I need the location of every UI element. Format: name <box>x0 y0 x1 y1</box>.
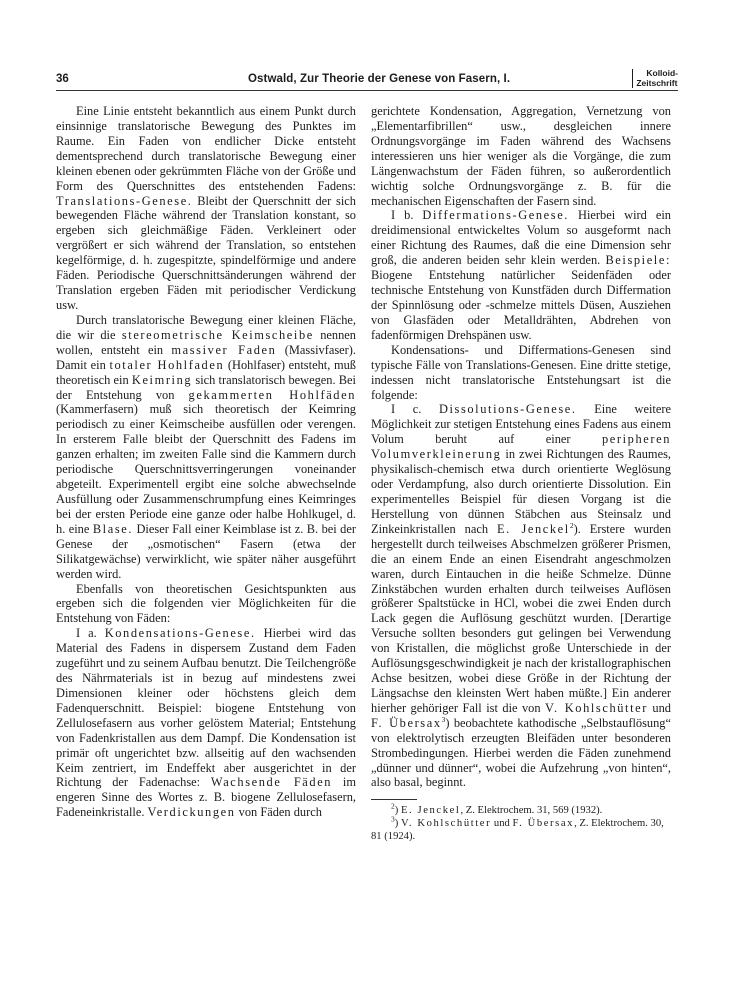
spaced-term: Differmations-Genese. <box>422 208 569 223</box>
spaced-term: Keimring <box>131 372 193 387</box>
spaced-term: Translations-Genese. <box>56 193 193 208</box>
paragraph <box>371 208 671 342</box>
text: von Fäden durch <box>235 805 322 820</box>
author-name: F. Übersax <box>371 715 442 730</box>
text: und <box>491 818 513 829</box>
footnote-mark: 3 <box>391 814 395 824</box>
text: Hierbei wird das Material des Fadens in dispersem Zustand dem Faden zugeführt und zu seinem Aufbau benutzt. Die Teilchengröße des Nährmaterials ist in bezug auf mindestens zwei Dimensionen kleiner oder höchstens gleich dem Fadenquerschnitt. Beispiel: biogene Entstehung von Zellulosefasern aus vorher gelöstem Material; Entstehung von Fadenkristallen aus dem Dampf. Die Kondensation ist primär oft ungerichtet bzw. allseitig auf den wachsenden Keim zentriert, im Endeffekt aber ausgerichtet in der Richtung der Fadenachse: <box>56 626 356 790</box>
text: (Kammerfasern) muß sich theoretisch der Keimring periodisch zu einer Keimscheibe ausfüllen oder verengen. In ersterem Falle bleibt der Querschnitt des Fadens im ganzen erhalten; im zweiten Falle sind die Kammern durch periodische Querschnittsverringerungen voneinander abgeteilt. Experimentell ergibt eine solche abwechselnde Ausfüllung oder Zusammenschrumpfung eines Keimringes bei der ersten Periode eine ganze oder halbe Hohlkugel, d. h. eine <box>56 402 356 536</box>
text: (Massivfaser). Damit ein <box>56 342 356 372</box>
citation: , Z. Elektrochem. 30, 81 (1924). <box>371 818 664 842</box>
text: ) beobachtete kathodische „Selbstauflösung“ von elektrolytisch erzeugten Bleifäden unter besonderen Strombedingungen. Hierbei werden die Fäden zunehmend „dünner und dünner“, wobei die Aufzehrung „von hinten“, also basal, beginnt. <box>371 715 671 790</box>
text: (Hohlfaser) entsteht, muß theoretisch ein <box>56 357 356 387</box>
paragraph: Kondensations- und Differmations-Genesen sind typische Fälle von Translations-Genesen. Eine dritte stetige, indessen nicht translatorische Entstehungsart ist die folgende: <box>371 342 671 402</box>
footnote-ref: 3 <box>441 714 446 724</box>
text: Biogene Entstehung natürlicher Seidenfäden oder technische Entstehung von Kunstfäden durch Differmation der Spinnlösung oder -schmelze mittels Düsen, Ausziehen von Glasfäden oder Metalldrähten, Abdrehen von fadenförmigen Drehspänen usw. <box>371 268 671 342</box>
paragraph: Ebenfalls von theoretischen Gesichtspunkten aus ergeben sich die folgenden vier Möglichkeiten für die Entstehung von Fäden: <box>56 581 356 626</box>
paragraph <box>56 313 356 582</box>
spaced-term: massiver Faden <box>171 342 277 357</box>
citation: , Z. Elektrochem. 31, 569 (1932). <box>460 805 603 817</box>
text: Eine Linie entsteht bekanntlich aus einem Punkt durch einsinnige translatorische Bewegung des Punktes im Raume. Ein Faden von endlicher Dicke entsteht dementsprechend durch translatorische Bewegung einer kleinen ebenen oder gekrümmten Fläche von der Größe und Form des Querschnittes des entstehenden Fadens: <box>56 104 356 193</box>
text: Bleibt der Querschnitt der sich bewegenden Fläche während der Translation konstant, so ergeben sich gleichmäßige Fäden. Verkleinert oder vergrößert er sich während der Translation, so entstehen kegelförmige, d. h. zugespitzte, spindelförmige und andere Fäden. Periodische Querschnittsänderungen während der Translation ergeben Fäden mit periodischer Verdickung usw. <box>56 193 356 312</box>
spaced-term: Verdickungen <box>147 805 236 820</box>
spaced-term: gekammerten Hohlfäden <box>188 387 356 402</box>
footnote-rule <box>371 799 417 800</box>
spaced-term: Wachsende Fäden <box>210 775 333 790</box>
left-column <box>56 104 356 820</box>
text: im engeren Sinne des Wortes z. B. biogene Zellulosefasern, Fadeneinkristalle. <box>56 775 356 820</box>
text: I b. <box>391 208 423 223</box>
text: ). Erstere wurden hergestellt durch teilweises Abschmelzen größerer Prismen, die an einem Ende an einen Eisendraht angeschmolzen waren, durch Eintauchen in die heiße Schmelze. Dünne Zinkstäbchen wurden erhalten durch teilweises Auflösen größerer Spaltstücke in HCl, wobei die zwei Enden durch Lack gegen die Auflösung geschützt wurden. [Derartige Versuche sollten besonders gut gelingen bei Verwendung von Kristallen, die möglichst große Unterschiede in der Auflösungsgeschwindigkeit je nach der kristallographischen Achse besitzen, wobei diese Größe in der Richtung der Längsachse den kleinsten Wert haben müßte.] Ein anderer hierher gehöriger Fall ist die von <box>371 521 672 715</box>
footnote-ref: 2 <box>569 520 574 530</box>
author-name: E. Jenckel <box>400 805 461 817</box>
journal-name <box>632 69 678 88</box>
running-header <box>56 68 678 97</box>
spaced-term: Kondensations-Genese. <box>104 626 256 641</box>
author-name: E. Jenckel <box>497 521 570 536</box>
journal-name-line1: Kolloid- <box>646 68 678 78</box>
page-number: 36 <box>56 73 69 85</box>
journal-name-line2: Zeitschrift <box>636 77 678 88</box>
spaced-term: Blase. <box>92 521 134 536</box>
text: I a. <box>76 626 105 641</box>
footnote: $^3$) V. Kohlschütter und F. Übersax, Z. Elektrochem. 30, 81 (1924). <box>371 814 664 842</box>
paragraph: gerichtete Kondensation, Aggregation, Vernetzung von „Elementarfibrillen“ usw., desgleichen innere Ordnungsvorgänge im Faden während des Wachsens interessieren uns hier weniger als die Vorgänge, die zum Längenwachstum der Fäden führen, so außerordentlich wichtig solche Ordnungsvorgänge z. B. für die mechanischen Eigenschaften der Fasern sind. <box>371 104 671 208</box>
footnote: $^2$) E. Jenckel, Z. Elektrochem. 31, 569 (1932). <box>391 801 603 817</box>
text: Dieser Fall einer Keimblase ist z. B. bei der Genese der „osmotischen“ Fasern (etwa der Silikatgewächse) verwirklicht, wie später näher ausgeführt werden wird. <box>56 521 356 581</box>
right-column <box>371 104 671 843</box>
text: Eine weitere Möglichkeit zur stetigen Entstehung eines Fadens aus einem Volum beruht auf einer <box>371 402 671 447</box>
header-rule <box>56 90 678 91</box>
footnote-mark: 2 <box>391 801 395 811</box>
paragraph <box>56 104 356 313</box>
spaced-term: Dissolutions-Genese. <box>438 402 577 417</box>
text: I c. <box>391 402 439 417</box>
spaced-term: peripheren Volumverkleinerung <box>371 432 671 462</box>
paragraph <box>371 402 671 790</box>
text: nennen wollen, entsteht ein <box>56 327 356 357</box>
spaced-term: Beispiele: <box>605 253 671 268</box>
spaced-term: stereometrische Keimscheibe <box>121 327 314 342</box>
text: in zwei Richtungen des Raumes, physikalisch-chemisch etwa durch orientierte Weglösung oder Verdampfung, also durch orientierte Dissolution. Ein experimentelles Beispiel für diesen Vorgang ist die Herstellung von dünnen Stäbchen aus Steinsalz und Zinkeinkristallen nach <box>371 447 671 536</box>
text: sich translatorisch bewegen. Bei der Entstehung von <box>56 372 356 402</box>
author-name: V. Kohlschütter <box>545 700 648 715</box>
text: Hierbei wird ein dreidimensional entwickeltes Volum so ausgeformt nach einer Richtung des Raumes, daß die eine Dimension sehr groß, die anderen beiden sehr klein werden. <box>371 208 671 268</box>
running-title: Ostwald, Zur Theorie der Genese von Fasern, I. <box>248 73 511 85</box>
author-name: F. Übersax <box>512 818 575 829</box>
text: und <box>647 700 671 715</box>
paragraph <box>56 626 356 820</box>
text: Durch translatorische Bewegung einer kleinen Fläche, die wir die <box>56 312 356 342</box>
author-name: V. Kohlschütter <box>400 818 492 829</box>
spaced-term: totaler Hohlfaden <box>109 357 225 372</box>
